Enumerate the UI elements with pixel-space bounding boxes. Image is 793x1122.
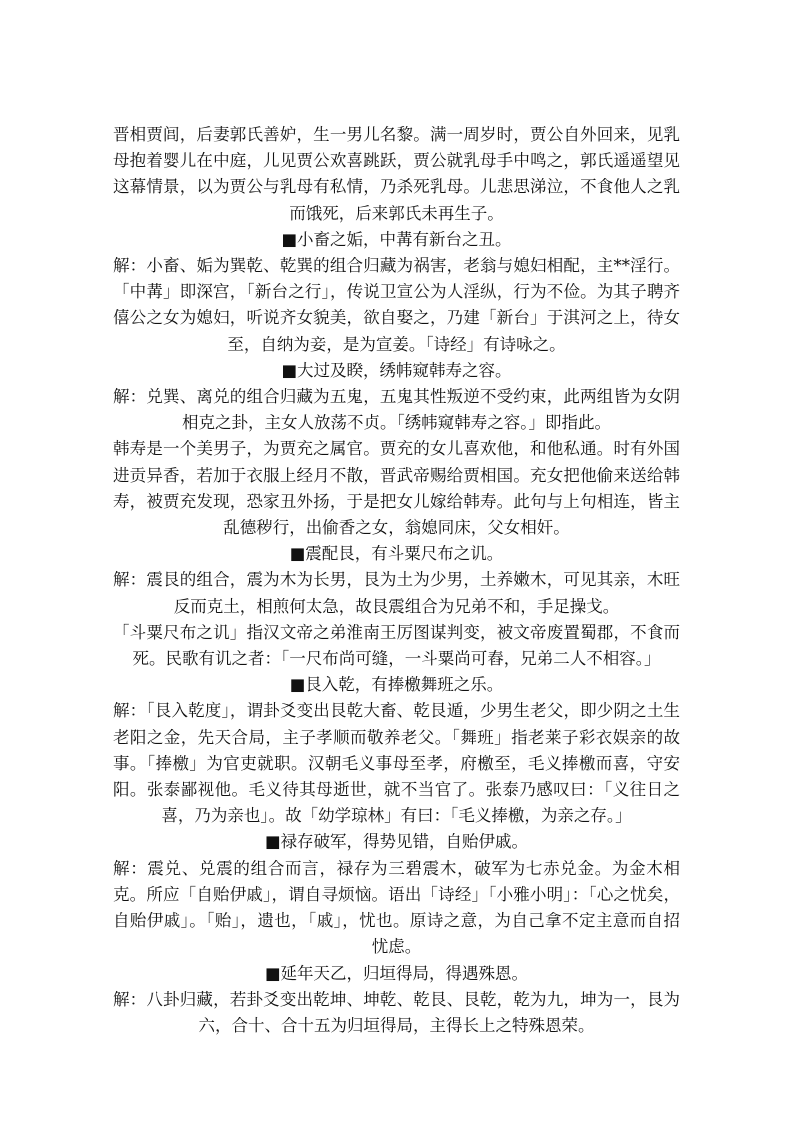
body-paragraph: 解：震艮的组合，震为木为长男，艮为土为少男，土养嫩木，可见其亲，木旺反而克土，相煎何太急，故艮震组合为兄弟不和，手足操戈。	[113, 570, 680, 616]
body-paragraph: 韩寿是一个美男子，为贾充之属官。贾充的女儿喜欢他，和他私通。时有外国进贡异香，若加于衣服上经月不散，晋武帝赐给贾相国。充女把他偷来送给韩寿，被贾充发现，恐家丑外扬，于是把女儿嫁给韩寿。此句与上句相连，皆主乱德秽行，出偷香之女，翁媳同床，父女相奸。	[113, 439, 680, 538]
body-paragraph: 「斗粟尺布之讥」指汉文帝之弟淮南王厉图谋判变，被文帝废置蜀郡，不食而死。民歌有讥之者：「一尺布尚可缝，一斗粟尚可舂，兄弟二人不相容。」	[113, 622, 680, 669]
body-paragraph: 晋相贾闾，后妻郭氏善妒，生一男儿名黎。满一周岁时，贾公自外回来，见乳母抱着婴儿在中庭，儿见贾公欢喜跳跃，贾公就乳母手中鸣之，郭氏遥遥望见这幕情景，以为贾公与乳母有私情，乃杀死乳母。儿悲思涕泣，不食他人之乳而饿死，后来郭氏未再生子。	[113, 125, 680, 223]
body-paragraph: 解：震兑、兑震的组合而言，禄存为三碧震木，破军为七赤兑金。为金木相克。所应「自贻伊戚」，谓自寻烦恼。语出「诗经」「小雅小明」：「心之忧矣，自贻伊戚」。「贻」，遗也，「戚」，忧也。原诗之意，为自己拿不定主意而自招忧虑。	[113, 858, 680, 957]
section-heading: ■禄存破军，得势见错，自贻伊戚。	[264, 832, 529, 852]
body-paragraph: 解：「艮入乾度」，谓卦爻变出艮乾大畜、乾艮遁，少男生老父，即少阴之土生老阳之金，先天合局，主子孝顺而敬养老父。「舞班」指老莱子彩衣娱亲的故事。「捧檄」为官吏就职。汉朝毛义事母至孝，府檄至，毛义捧檄而喜，守安阳。张泰鄙视他。毛义待其母逝世，就不当官了。张泰乃感叹曰：「义往日之喜，乃为亲也」。故「幼学琼林」有曰：「毛义捧檄，为亲之存。」	[113, 701, 680, 826]
section-heading: ■大过及睽，绣帏窥韩寿之容。	[281, 360, 512, 380]
section-heading: ■延年天乙，归垣得局，得遇殊恩。	[264, 963, 529, 983]
document-page	[113, 122, 680, 1039]
section-heading: ■小畜之姤，中冓有新台之丑。	[281, 229, 512, 249]
section-heading: ■艮入乾，有捧檄舞班之乐。	[289, 675, 504, 695]
section-heading: ■震配艮，有斗粟尺布之讥。	[289, 544, 504, 564]
body-paragraph: 解：兑巽、离兑的组合归藏为五鬼，五鬼其性叛逆不受约束，此两组皆为女阴相克之卦，主女人放荡不贞。「绣帏窥韩寿之容。」即指此。	[113, 387, 680, 433]
body-paragraph: 解：小畜、姤为巽乾、乾巽的组合归藏为祸害，老翁与媳妇相配，主**淫行。「中冓」即深宫，「新台之行」，传说卫宣公为人淫纵，行为不俭。为其子聘齐僖公之女为媳妇，听说齐女貌美，欲自娶之，乃建「新台」于淇河之上，待女至，自纳为妾，是为宣姜。「诗经」有诗咏之。	[113, 256, 680, 354]
body-paragraph: 解：八卦归藏，若卦爻变出乾坤、坤乾、乾艮、艮乾，乾为九，坤为一，艮为六，合十、合十五为归垣得局，主得长上之特殊恩荣。	[113, 989, 680, 1035]
